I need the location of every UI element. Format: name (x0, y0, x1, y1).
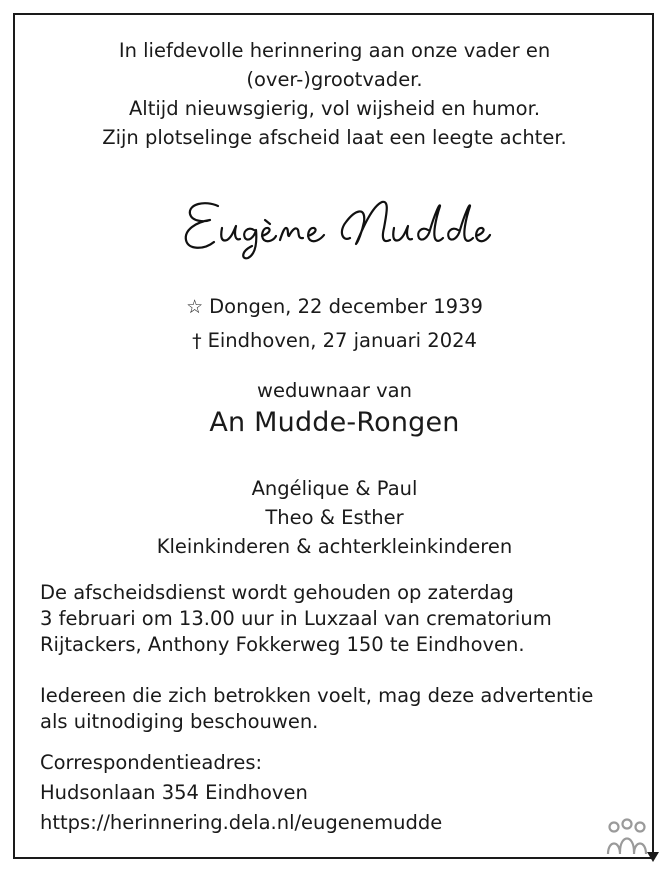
correspondence-address: Hudsonlaan 354 Eindhoven (40, 781, 308, 804)
service-line: Rijtackers, Anthony Fokkerweg 150 te Eindhoven. (40, 633, 525, 656)
people-group-icon (604, 818, 650, 858)
intro-line: (over-)grootvader. (246, 68, 423, 91)
birth-text: Dongen, 22 december 1939 (209, 295, 483, 318)
correspondence-label: Correspondentieadres: (40, 751, 263, 774)
service-details (40, 580, 640, 658)
family-list (0, 474, 669, 561)
family-member: Angélique & Paul (251, 477, 418, 500)
family-member: Kleinkinderen & achterkleinkinderen (156, 535, 513, 558)
correspondence-block (40, 748, 640, 838)
intro-text (0, 36, 669, 152)
intro-line: Zijn plotselinge afscheid laat een leegte achter. (102, 126, 567, 149)
widower-label: weduwnaar van (257, 379, 412, 402)
life-dates (0, 290, 669, 358)
invitation-line: Iedereen die zich betrokken voelt, mag deze advertentie (40, 684, 594, 707)
dagger-cross-icon: † (192, 330, 202, 352)
signature-drawing (0, 192, 669, 267)
birth-line (0, 290, 669, 324)
service-line: 3 februari om 13.00 uur in Luxzaal van crematorium (40, 607, 552, 630)
service-line: De afscheidsdienst wordt gehouden op zaterdag (40, 581, 514, 604)
intro-line: Altijd nieuwsgierig, vol wijsheid en humor. (128, 97, 541, 120)
deceased-name-signature (0, 192, 669, 267)
star-outline-icon: ☆ (186, 296, 204, 318)
correspondence-url: https://herinnering.dela.nl/eugenemudde (40, 811, 443, 834)
invitation-text (40, 683, 640, 735)
triangle-down-icon[interactable] (647, 852, 659, 862)
spouse-name: An Mudde-Rongen (209, 407, 460, 438)
death-text: Eindhoven, 27 januari 2024 (207, 329, 477, 352)
invitation-line: als uitnodiging beschouwen. (40, 710, 319, 733)
death-line (0, 324, 669, 358)
intro-line: In liefdevolle herinnering aan onze vader en (118, 39, 551, 62)
family-member: Theo & Esther (265, 506, 404, 529)
